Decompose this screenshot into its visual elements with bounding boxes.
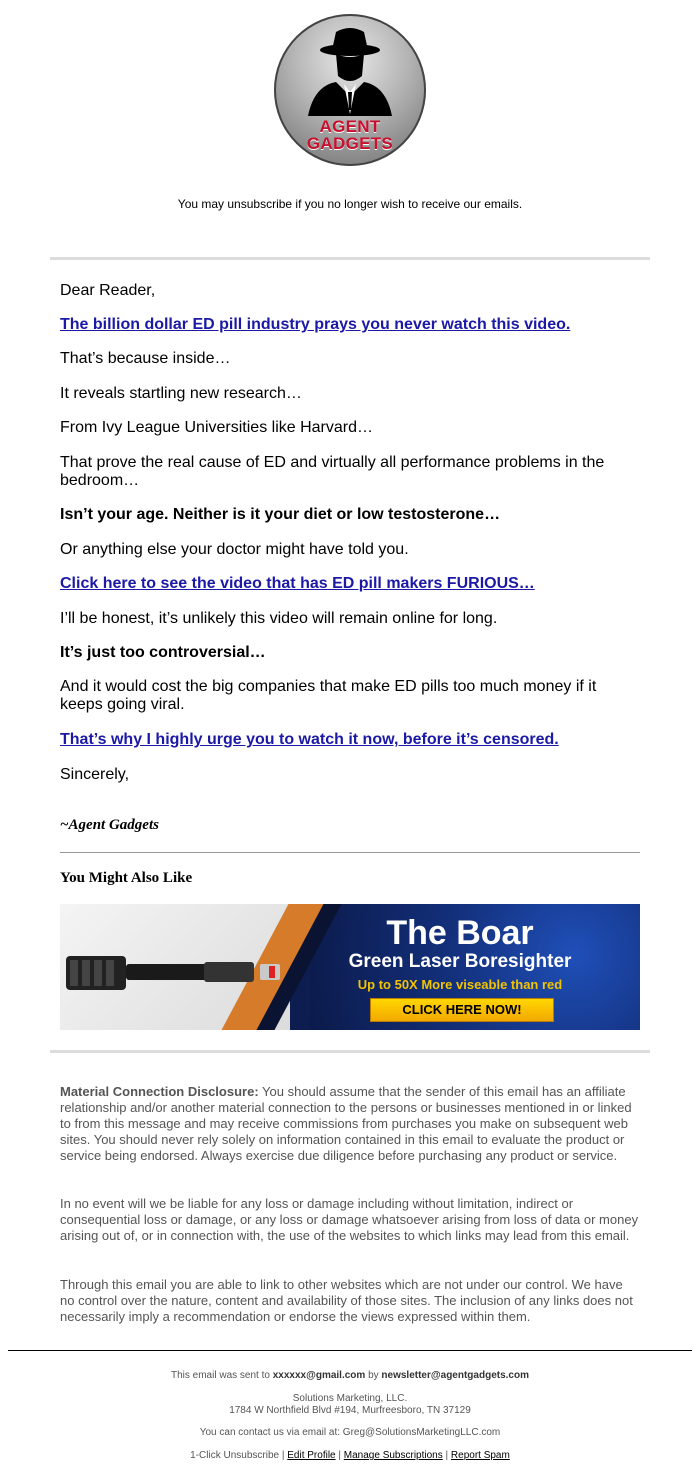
- paragraph-1: That’s because inside…: [60, 350, 231, 367]
- signature: ~Agent Gadgets: [60, 817, 159, 833]
- greeting: Dear Reader,: [60, 282, 156, 299]
- edit-profile-link[interactable]: Edit Profile: [287, 1450, 336, 1461]
- report-spam-link[interactable]: Report Spam: [450, 1450, 510, 1461]
- banner-cta-button[interactable]: CLICK HERE NOW!: [370, 998, 554, 1022]
- manage-subscriptions-link[interactable]: Manage Subscriptions: [343, 1450, 443, 1461]
- one-click-unsubscribe-link[interactable]: 1-Click Unsubscribe: [190, 1450, 280, 1461]
- boresighter-product-icon: [64, 942, 286, 1002]
- footer-contact-prefix: You can contact us via email at:: [199, 1427, 341, 1438]
- footer-contact-email[interactable]: Greg@SolutionsMarketingLLC.com: [342, 1427, 501, 1438]
- paragraph-5-bold: Isn’t your age. Neither is it your diet or low testosterone…: [60, 506, 501, 523]
- video-link-2[interactable]: Click here to see the video that has ED pill makers FURIOUS…: [60, 575, 535, 592]
- footer-separator: |: [445, 1450, 449, 1461]
- banner-title: The Boar: [386, 914, 534, 952]
- video-link-1[interactable]: The billion dollar ED pill industry prays you never watch this video.: [60, 316, 571, 333]
- footer-separator: |: [281, 1450, 285, 1461]
- paragraph-2: It reveals startling new research…: [60, 385, 302, 402]
- disclosure-text: You should assume that the sender of this email has an affiliate relationship and/or another material connection to the persons or businesses mentioned in or linked to from this message and may receive commissions from purchases you make on subsequent web sites. You should never rely solely on information contained in this email to evaluate the product or service being endorsed. Always exercise due diligence before purchasing any product or service.: [60, 1084, 632, 1163]
- banner-tagline: Up to 50X More viseable than red: [357, 977, 563, 992]
- logo-text-agent: AGENT: [319, 117, 381, 136]
- divider-top: [50, 257, 650, 260]
- footer-links: [0, 1450, 700, 1462]
- video-link-3[interactable]: That’s why I highly urge you to watch it now, before it’s censored.: [60, 731, 559, 748]
- paragraph-7: I’ll be honest, it’s unlikely this video will remain online for long.: [60, 610, 498, 627]
- footer-sent-prefix: This email was sent to: [171, 1370, 270, 1381]
- banner-subtitle: Green Laser Boresighter: [348, 951, 572, 972]
- divider-disclosure: [50, 1050, 650, 1053]
- footer-address: 1784 W Northfield Blvd #194, Murfreesboro, TN 37129: [229, 1405, 471, 1416]
- links-notice-text: Through this email you are able to link to other websites which are not under our control. We have no control over the nature, content and availability of those sites. The inclusion of any links does not necessarily imply a recommendation or endorse the views expressed within them.: [60, 1277, 633, 1324]
- paragraph-4: That prove the real cause of ED and virtually all performance problems in the bedroom…: [60, 454, 605, 489]
- paragraph-9: And it would cost the big companies that make ED pills too much money if it keeps going viral.: [60, 678, 597, 713]
- disclosure-block: [60, 1084, 640, 1164]
- divider-footer: [8, 1350, 692, 1351]
- footer-company: Solutions Marketing, LLC.: [292, 1393, 408, 1404]
- paragraph-6: Or anything else your doctor might have told you.: [60, 541, 409, 558]
- footer-contact-line: [0, 1427, 700, 1439]
- headline-link-container: [60, 316, 640, 334]
- also-like-heading: You Might Also Like: [60, 870, 193, 886]
- paragraph-3: From Ivy League Universities like Harvard…: [60, 419, 373, 436]
- closing: Sincerely,: [60, 766, 130, 783]
- footer-recipient: xxxxxx@gmail.com: [272, 1370, 366, 1381]
- unsubscribe-notice: You may unsubscribe if you no longer wish to receive our emails.: [177, 197, 523, 211]
- product-banner[interactable]: [60, 904, 640, 1030]
- logo-container: [0, 14, 700, 166]
- disclosure-label: Material Connection Disclosure:: [60, 1084, 259, 1099]
- divider-signature: [60, 852, 640, 853]
- logo-text-gadgets: GADGETS: [306, 134, 394, 153]
- video-link-3-container: [60, 731, 640, 749]
- agent-gadgets-logo[interactable]: [274, 14, 426, 166]
- video-link-2-container: [60, 575, 640, 593]
- footer-sender: newsletter@agentgadgets.com: [381, 1370, 529, 1381]
- liability-text: In no event will we be liable for any loss or damage including without limitation, indirect or consequential loss or damage, or any loss or damage whatsoever arising from loss of data or money arising out of, or in connection with, the use of the websites to which links may lead from this email.: [60, 1196, 639, 1243]
- footer-sent-line: [0, 1370, 700, 1382]
- paragraph-8-bold: It’s just too controversial…: [60, 644, 266, 661]
- footer-by: by: [368, 1370, 379, 1381]
- footer-separator: |: [338, 1450, 341, 1461]
